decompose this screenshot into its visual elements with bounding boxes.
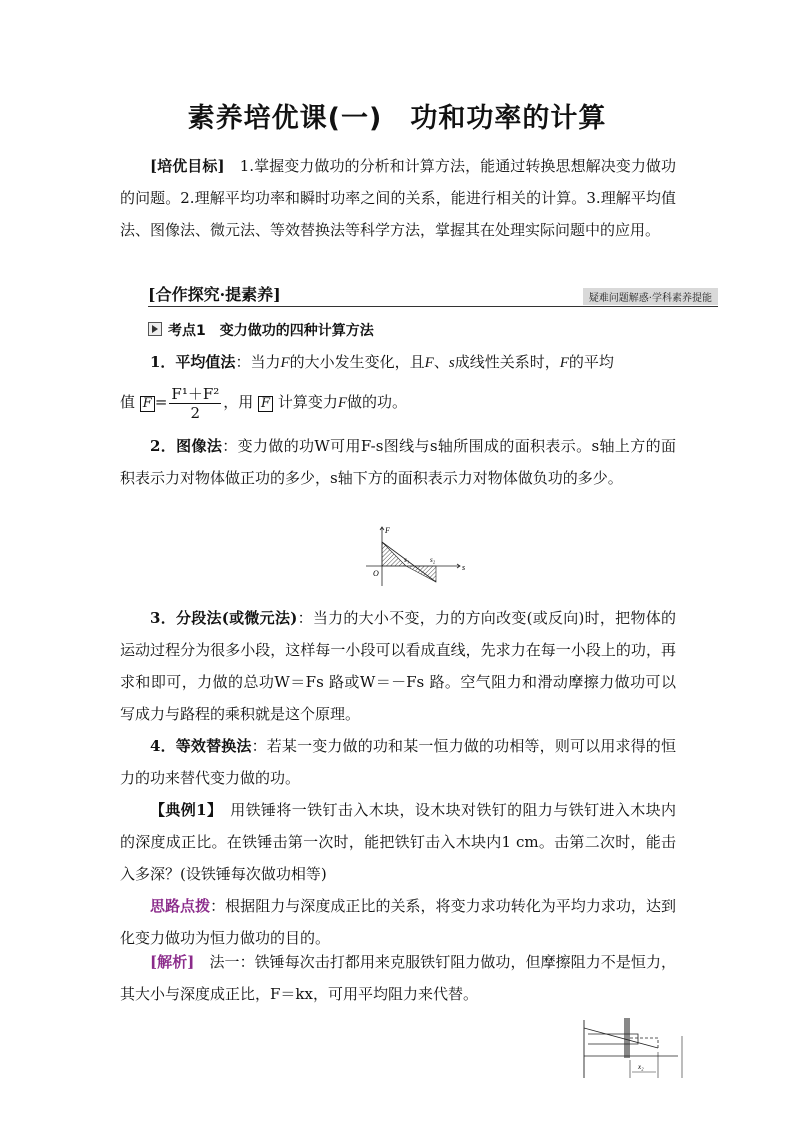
page-title: 素养培优课(一) 功和功率的计算 xyxy=(187,103,607,134)
origin-label: O xyxy=(373,569,379,578)
method3-paragraph xyxy=(120,602,676,730)
negative-work-area xyxy=(406,566,436,582)
equals-sign: = xyxy=(154,393,168,411)
method1-text: 做的功。 xyxy=(347,393,408,411)
fraction-denominator: 2 xyxy=(190,403,201,422)
example-text: 用铁锤将一铁钉击入木块，设木块对铁钉的阻力与铁钉进入木块内的深度成正比。在铁锤击第一次时，能把铁钉击入木块内1 cm。击第二次时，能击入多深？(设铁锤每次做功相等) xyxy=(120,801,676,883)
method1-text: 、 xyxy=(433,353,449,371)
F-label: F xyxy=(385,526,390,535)
avg-F-box: F xyxy=(258,396,273,412)
var-F: F xyxy=(337,395,348,411)
method1-text: 计算变力 xyxy=(277,393,338,411)
method2-label: 2．图像法 xyxy=(150,437,223,455)
fraction xyxy=(169,385,221,422)
topic-heading-text: 考点1 变力做功的四种计算方法 xyxy=(168,323,374,339)
method3-text: ：当力的大小不变，力的方向改变(或反向)时，把物体的运动过程分为很多小段，这样每一小段可以看成直线，先求力在每一小段上的功，再求和即可，力做的总功W＝Fs 路或W＝－Fs 路。空气阻力和滑动摩擦力做功可以写成力与路程的乘积就是这个原理。 xyxy=(120,609,676,723)
method4-label: 4．等效替换法 xyxy=(150,737,252,755)
var-s: s xyxy=(448,355,455,371)
method1-text: 的大小发生变化，且 xyxy=(289,353,425,371)
play-triangle-icon xyxy=(148,322,162,336)
method4-paragraph xyxy=(120,730,676,794)
x2-label: x₂ xyxy=(638,1063,644,1071)
method1-text: ：当力 xyxy=(235,353,281,371)
method1-formula-line xyxy=(120,382,676,423)
example-tag: 【典例1】 xyxy=(150,801,215,819)
s2-label: s₂ xyxy=(430,556,436,564)
method3-label: 3．分段法(或微元法) xyxy=(150,609,298,627)
method1-text: 的平均 xyxy=(568,353,614,371)
nail-depth-figure xyxy=(578,1016,688,1082)
var-F: F xyxy=(559,355,569,371)
method1-text: 值 xyxy=(120,393,136,411)
s-label: s xyxy=(462,563,466,572)
method1-paragraph xyxy=(120,346,676,379)
method1-text: 成线性关系时， xyxy=(454,353,560,371)
method2-text: ：变力做的功W可用F-s图线与s轴所围成的面积表示。s轴上方的面积表示力对物体做正功的多少，s轴下方的面积表示力对物体做负功的多少。 xyxy=(120,437,677,487)
var-F: F xyxy=(424,355,434,371)
force-displacement-figure xyxy=(360,524,470,590)
hint-paragraph xyxy=(120,890,676,954)
hint-tag: 思路点拨 xyxy=(150,897,211,915)
s1-label: s₁ xyxy=(404,556,410,564)
var-F: F xyxy=(280,355,290,371)
method1-label: 1．平均值法 xyxy=(150,353,236,371)
analysis-paragraph xyxy=(120,946,676,1010)
goal-tag: [培优目标] xyxy=(150,157,225,175)
positive-work-area xyxy=(382,542,406,566)
goal-paragraph xyxy=(120,150,676,246)
analysis-tag: [解析] xyxy=(150,953,195,971)
section-divider xyxy=(148,306,718,307)
section-tag: 疑难问题解惑·学科素养提能 xyxy=(583,288,718,305)
method1-text: ，用 xyxy=(223,393,254,411)
section-header xyxy=(148,284,718,306)
avg-F-box: F xyxy=(140,396,155,412)
goal-text: 1.掌握变力做功的分析和计算方法，能通过转换思想解决变力做功的问题。2.理解平均功率和瞬时功率之间的关系，能进行相关的计算。3.理解平均值法、图像法、微元法、等效替换法等科学方法，掌握其在处理实际问题中的应用。 xyxy=(120,157,676,239)
analysis-text: 法一：铁锤每次击打都用来克服铁钉阻力做功，但摩擦阻力不是恒力，其大小与深度成正比，F＝kx，可用平均阻力来代替。 xyxy=(120,953,676,1003)
method2-paragraph xyxy=(120,430,676,494)
hint-text: ：根据阻力与深度成正比的关系，将变力求功转化为平均力求功，达到化变力做功为恒力做功的目的。 xyxy=(120,897,676,947)
fraction-numerator: F¹＋F² xyxy=(171,384,220,403)
wood-block-edge xyxy=(624,1018,630,1058)
method4-text: ：若某一变力做的功和某一恒力做的功相等，则可以用求得的恒力的功来替代变力做的功。 xyxy=(120,737,676,787)
topic-heading xyxy=(148,320,374,340)
section-title: [合作探究·提素养] xyxy=(148,285,281,304)
example-paragraph xyxy=(120,794,676,890)
